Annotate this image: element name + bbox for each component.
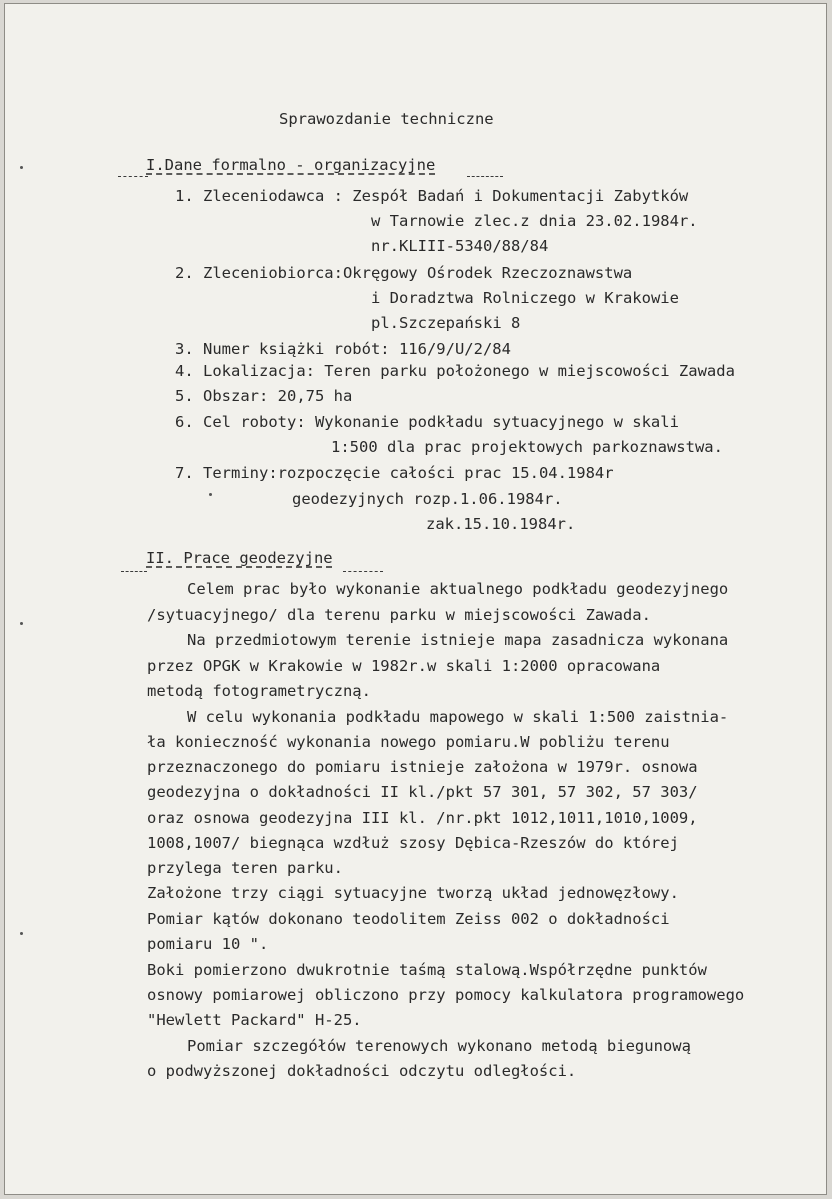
item-7-line-1: 7. Terminy:rozpoczęcie całości prac 15.04.1984r xyxy=(175,464,614,482)
margin-mark xyxy=(20,622,23,625)
paragraph-line: "Hewlett Packard" H-25. xyxy=(147,1011,362,1029)
item-7-line-3: zak.15.10.1984r. xyxy=(426,515,576,533)
paragraph-line: Celem prac było wykonanie aktualnego podkładu geodezyjnego xyxy=(187,580,729,598)
paragraph-line: 1008,1007/ biegnąca wzdłuż szosy Dębica-Rzeszów do której xyxy=(147,834,679,852)
item-5: 5. Obszar: 20,75 ha xyxy=(175,387,353,405)
heading-dash-left xyxy=(121,571,147,572)
paragraph-line: geodezyjna o dokładności II kl./pkt 57 301, 57 302, 57 303/ xyxy=(147,783,698,801)
paragraph-line: o podwyższonej dokładności odczytu odległości. xyxy=(147,1062,577,1080)
paragraph-line: /sytuacyjnego/ dla terenu parku w miejscowości Zawada. xyxy=(147,606,651,624)
paragraph-line: oraz osnowa geodezyjna III kl. /nr.pkt 1012,1011,1010,1009, xyxy=(147,809,698,827)
item-3: 3. Numer książki robót: 116/9/U/2/84 xyxy=(175,340,511,358)
margin-mark xyxy=(20,166,23,169)
item-1-line-1: 1. Zleceniodawca : Zespół Badań i Dokumentacji Zabytków xyxy=(175,187,689,205)
item-1-line-3: nr.KLIII-5340/88/84 xyxy=(371,237,549,255)
margin-mark xyxy=(20,932,23,935)
section-1-heading: I.Dane formalno - organizacyjne xyxy=(146,156,436,174)
paragraph-line: Na przedmiotowym terenie istnieje mapa zasadnicza wykonana xyxy=(187,631,729,649)
heading-dash-left xyxy=(118,176,148,177)
item-7-line-2: geodezyjnych rozp.1.06.1984r. xyxy=(292,490,563,508)
item-2-line-2: i Doradztwa Rolniczego w Krakowie xyxy=(371,289,679,307)
paragraph-line: przez OPGK w Krakowie w 1982r.w skali 1:2000 opracowana xyxy=(147,657,661,675)
paragraph-line: Pomiar kątów dokonano teodolitem Zeiss 002 o dokładności xyxy=(147,910,670,928)
paragraph-line: Założone trzy ciągi sytuacyjne tworzą układ jednowęzłowy. xyxy=(147,884,679,902)
item-6-line-1: 6. Cel roboty: Wykonanie podkładu sytuacyjnego w skali xyxy=(175,413,679,431)
paragraph-line: Pomiar szczegółów terenowych wykonano metodą biegunową xyxy=(187,1037,691,1055)
paragraph-line: ła konieczność wykonania nowego pomiaru.W pobliżu terenu xyxy=(147,733,670,751)
paragraph-line: osnowy pomiarowej obliczono przy pomocy kalkulatora programowego xyxy=(147,986,745,1004)
paragraph-line: przylega teren parku. xyxy=(147,859,343,877)
section-2-heading: II. Prace geodezyjne xyxy=(146,549,333,567)
item-2-line-3: pl.Szczepański 8 xyxy=(371,314,521,332)
ink-speck xyxy=(209,493,212,496)
paragraph-line: Boki pomierzono dwukrotnie taśmą stalową.Współrzędne punktów xyxy=(147,961,707,979)
document-page xyxy=(4,3,827,1195)
item-1-line-2: w Tarnowie zlec.z dnia 23.02.1984r. xyxy=(371,212,698,230)
item-6-line-2: 1:500 dla prac projektowych parkoznawstwa. xyxy=(331,438,723,456)
item-4: 4. Lokalizacja: Teren parku położonego w miejscowości Zawada xyxy=(175,362,735,380)
document-title: Sprawozdanie techniczne xyxy=(279,110,494,128)
paragraph-line: metodą fotogrametryczną. xyxy=(147,682,371,700)
paragraph-line: W celu wykonania podkładu mapowego w skali 1:500 zaistnia- xyxy=(187,708,729,726)
heading-dash-right xyxy=(343,571,383,572)
paragraph-line: pomiaru 10 ". xyxy=(147,935,269,953)
heading-dash-right xyxy=(467,176,503,177)
item-2-line-1: 2. Zleceniobiorca:Okręgowy Ośrodek Rzeczoznawstwa xyxy=(175,264,633,282)
paragraph-line: przeznaczonego do pomiaru istnieje założona w 1979r. osnowa xyxy=(147,758,698,776)
